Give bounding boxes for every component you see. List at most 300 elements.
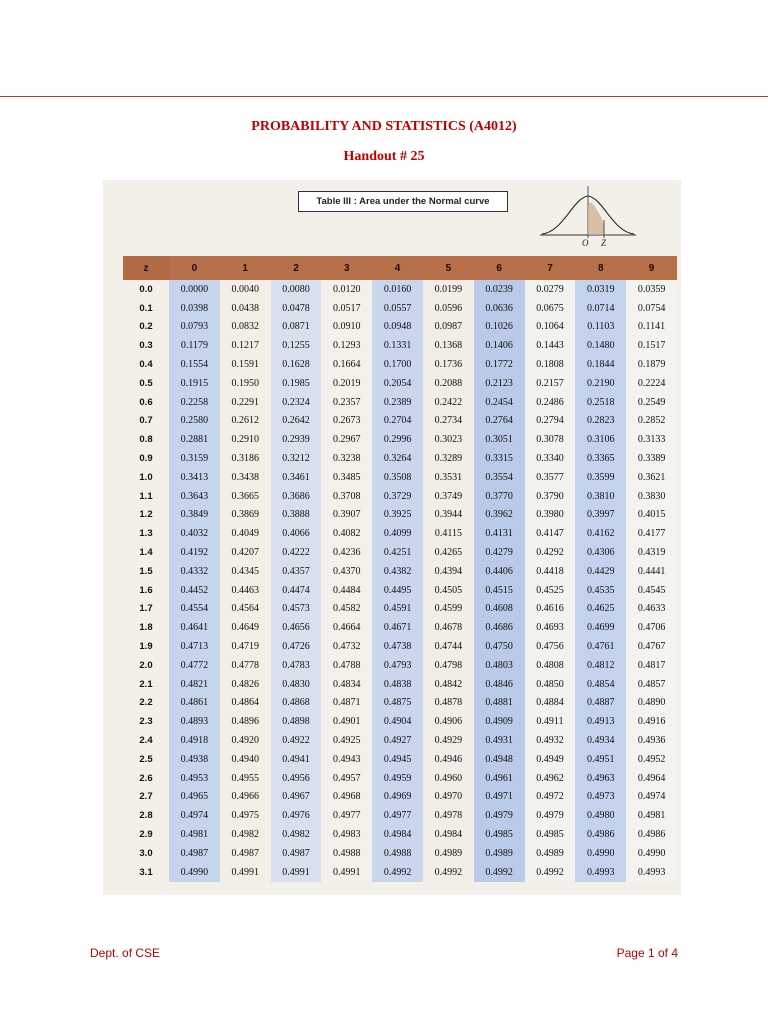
area-value-cell: 0.0832 bbox=[220, 318, 271, 337]
area-value-cell: 0.2967 bbox=[321, 430, 372, 449]
area-value-cell: 0.1950 bbox=[220, 374, 271, 393]
area-value-cell: 0.4783 bbox=[271, 656, 322, 675]
area-value-cell: 0.3485 bbox=[321, 468, 372, 487]
area-value-cell: 0.4306 bbox=[575, 543, 626, 562]
area-value-cell: 0.0000 bbox=[169, 280, 220, 299]
area-value-cell: 0.2486 bbox=[525, 393, 576, 412]
z-value-cell: 0.4 bbox=[123, 355, 169, 374]
z-value-cell: 1.5 bbox=[123, 562, 169, 581]
area-value-cell: 0.2580 bbox=[169, 412, 220, 431]
area-value-cell: 0.3389 bbox=[626, 449, 677, 468]
area-value-cell: 0.4904 bbox=[372, 712, 423, 731]
z-value-cell: 0.0 bbox=[123, 280, 169, 299]
header-rule bbox=[0, 96, 768, 97]
area-value-cell: 0.4761 bbox=[575, 637, 626, 656]
area-value-cell: 0.4545 bbox=[626, 581, 677, 600]
area-value-cell: 0.4983 bbox=[321, 825, 372, 844]
area-value-cell: 0.4177 bbox=[626, 524, 677, 543]
table-row bbox=[123, 731, 677, 750]
z-value-cell: 0.2 bbox=[123, 318, 169, 337]
area-value-cell: 0.4990 bbox=[626, 844, 677, 863]
area-value-cell: 0.3531 bbox=[423, 468, 474, 487]
area-value-cell: 0.3944 bbox=[423, 506, 474, 525]
area-value-cell: 0.3729 bbox=[372, 487, 423, 506]
area-value-cell: 0.4875 bbox=[372, 694, 423, 713]
area-value-cell: 0.4370 bbox=[321, 562, 372, 581]
area-value-cell: 0.4515 bbox=[474, 581, 525, 600]
z-value-cell: 1.7 bbox=[123, 600, 169, 619]
area-value-cell: 0.1700 bbox=[372, 355, 423, 374]
area-value-cell: 0.4418 bbox=[525, 562, 576, 581]
area-value-cell: 0.4641 bbox=[169, 618, 220, 637]
area-value-cell: 0.4987 bbox=[271, 844, 322, 863]
z-value-cell: 2.9 bbox=[123, 825, 169, 844]
area-value-cell: 0.3508 bbox=[372, 468, 423, 487]
area-value-cell: 0.3577 bbox=[525, 468, 576, 487]
z-value-cell: 2.4 bbox=[123, 731, 169, 750]
area-value-cell: 0.2642 bbox=[271, 412, 322, 431]
area-value-cell: 0.4463 bbox=[220, 581, 271, 600]
area-value-cell: 0.4066 bbox=[271, 524, 322, 543]
area-value-cell: 0.0675 bbox=[525, 299, 576, 318]
area-value-cell: 0.1217 bbox=[220, 336, 271, 355]
area-value-cell: 0.2881 bbox=[169, 430, 220, 449]
area-value-cell: 0.1844 bbox=[575, 355, 626, 374]
table-body bbox=[123, 280, 677, 882]
area-value-cell: 0.4332 bbox=[169, 562, 220, 581]
area-value-cell: 0.3869 bbox=[220, 506, 271, 525]
area-value-cell: 0.4949 bbox=[525, 750, 576, 769]
area-value-cell: 0.4966 bbox=[220, 788, 271, 807]
area-value-cell: 0.4265 bbox=[423, 543, 474, 562]
table-row bbox=[123, 618, 677, 637]
area-value-cell: 0.4991 bbox=[321, 863, 372, 882]
column-header: 6 bbox=[474, 256, 525, 280]
z-value-cell: 1.9 bbox=[123, 637, 169, 656]
area-value-cell: 0.3413 bbox=[169, 468, 220, 487]
area-value-cell: 0.3925 bbox=[372, 506, 423, 525]
area-value-cell: 0.4686 bbox=[474, 618, 525, 637]
area-value-cell: 0.3133 bbox=[626, 430, 677, 449]
area-value-cell: 0.3665 bbox=[220, 487, 271, 506]
z-value-cell: 0.8 bbox=[123, 430, 169, 449]
area-value-cell: 0.4429 bbox=[575, 562, 626, 581]
area-value-cell: 0.0754 bbox=[626, 299, 677, 318]
table-row bbox=[123, 412, 677, 431]
table-row bbox=[123, 675, 677, 694]
z-value-cell: 0.7 bbox=[123, 412, 169, 431]
area-value-cell: 0.2291 bbox=[220, 393, 271, 412]
area-value-cell: 0.4115 bbox=[423, 524, 474, 543]
area-value-cell: 0.4941 bbox=[271, 750, 322, 769]
area-value-cell: 0.4956 bbox=[271, 769, 322, 788]
area-value-cell: 0.4032 bbox=[169, 524, 220, 543]
area-value-cell: 0.1141 bbox=[626, 318, 677, 337]
z-value-cell: 2.0 bbox=[123, 656, 169, 675]
area-value-cell: 0.4990 bbox=[169, 863, 220, 882]
area-value-cell: 0.2704 bbox=[372, 412, 423, 431]
area-value-cell: 0.2088 bbox=[423, 374, 474, 393]
area-value-cell: 0.2357 bbox=[321, 393, 372, 412]
area-value-cell: 0.0160 bbox=[372, 280, 423, 299]
area-value-cell: 0.4992 bbox=[423, 863, 474, 882]
area-value-cell: 0.4664 bbox=[321, 618, 372, 637]
area-value-cell: 0.4357 bbox=[271, 562, 322, 581]
area-value-cell: 0.4699 bbox=[575, 618, 626, 637]
area-value-cell: 0.4959 bbox=[372, 769, 423, 788]
area-value-cell: 0.4961 bbox=[474, 769, 525, 788]
area-value-cell: 0.4099 bbox=[372, 524, 423, 543]
area-value-cell: 0.2190 bbox=[575, 374, 626, 393]
column-header: 7 bbox=[525, 256, 576, 280]
table-row bbox=[123, 468, 677, 487]
table-row bbox=[123, 806, 677, 825]
area-value-cell: 0.4706 bbox=[626, 618, 677, 637]
area-value-cell: 0.4890 bbox=[626, 694, 677, 713]
area-value-cell: 0.4992 bbox=[372, 863, 423, 882]
area-value-cell: 0.0398 bbox=[169, 299, 220, 318]
area-value-cell: 0.0557 bbox=[372, 299, 423, 318]
table-row bbox=[123, 430, 677, 449]
area-value-cell: 0.3238 bbox=[321, 449, 372, 468]
area-value-cell: 0.2123 bbox=[474, 374, 525, 393]
area-value-cell: 0.0478 bbox=[271, 299, 322, 318]
area-value-cell: 0.2324 bbox=[271, 393, 322, 412]
area-value-cell: 0.1517 bbox=[626, 336, 677, 355]
area-value-cell: 0.3888 bbox=[271, 506, 322, 525]
area-value-cell: 0.1591 bbox=[220, 355, 271, 374]
area-value-cell: 0.4929 bbox=[423, 731, 474, 750]
normal-table-photo bbox=[103, 180, 681, 895]
area-value-cell: 0.3340 bbox=[525, 449, 576, 468]
table-row bbox=[123, 863, 677, 882]
area-value-cell: 0.3849 bbox=[169, 506, 220, 525]
table-row bbox=[123, 393, 677, 412]
area-value-cell: 0.4554 bbox=[169, 600, 220, 619]
area-value-cell: 0.4394 bbox=[423, 562, 474, 581]
z-value-cell: 0.9 bbox=[123, 449, 169, 468]
table-header-row bbox=[123, 256, 677, 280]
area-value-cell: 0.4993 bbox=[626, 863, 677, 882]
area-value-cell: 0.4535 bbox=[575, 581, 626, 600]
area-value-cell: 0.4803 bbox=[474, 656, 525, 675]
table-row bbox=[123, 506, 677, 525]
area-value-cell: 0.4382 bbox=[372, 562, 423, 581]
area-value-cell: 0.1664 bbox=[321, 355, 372, 374]
area-value-cell: 0.4970 bbox=[423, 788, 474, 807]
table-row bbox=[123, 336, 677, 355]
area-value-cell: 0.4633 bbox=[626, 600, 677, 619]
area-value-cell: 0.4884 bbox=[525, 694, 576, 713]
area-value-cell: 0.0714 bbox=[575, 299, 626, 318]
area-value-cell: 0.1480 bbox=[575, 336, 626, 355]
area-value-cell: 0.4726 bbox=[271, 637, 322, 656]
area-value-cell: 0.4732 bbox=[321, 637, 372, 656]
area-value-cell: 0.4564 bbox=[220, 600, 271, 619]
area-value-cell: 0.3621 bbox=[626, 468, 677, 487]
table-row bbox=[123, 524, 677, 543]
area-value-cell: 0.4987 bbox=[220, 844, 271, 863]
area-value-cell: 0.2794 bbox=[525, 412, 576, 431]
column-header: 9 bbox=[626, 256, 677, 280]
area-value-cell: 0.4909 bbox=[474, 712, 525, 731]
area-value-cell: 0.3790 bbox=[525, 487, 576, 506]
area-value-cell: 0.3830 bbox=[626, 487, 677, 506]
area-value-cell: 0.2157 bbox=[525, 374, 576, 393]
z-value-cell: 3.1 bbox=[123, 863, 169, 882]
table-row bbox=[123, 280, 677, 299]
curve-label-origin: O bbox=[582, 238, 589, 248]
area-value-cell: 0.0438 bbox=[220, 299, 271, 318]
z-value-cell: 1.6 bbox=[123, 581, 169, 600]
area-value-cell: 0.4830 bbox=[271, 675, 322, 694]
table-row bbox=[123, 600, 677, 619]
table-caption: Table III : Area under the Normal curve bbox=[298, 191, 508, 212]
area-value-cell: 0.1103 bbox=[575, 318, 626, 337]
area-value-cell: 0.4972 bbox=[525, 788, 576, 807]
area-value-cell: 0.1064 bbox=[525, 318, 576, 337]
area-value-cell: 0.4082 bbox=[321, 524, 372, 543]
area-value-cell: 0.4987 bbox=[169, 844, 220, 863]
area-value-cell: 0.4591 bbox=[372, 600, 423, 619]
area-value-cell: 0.3264 bbox=[372, 449, 423, 468]
area-value-cell: 0.4671 bbox=[372, 618, 423, 637]
area-value-cell: 0.4952 bbox=[626, 750, 677, 769]
table-row bbox=[123, 449, 677, 468]
area-value-cell: 0.4015 bbox=[626, 506, 677, 525]
area-value-cell: 0.3159 bbox=[169, 449, 220, 468]
normal-curve-icon bbox=[538, 180, 638, 250]
area-value-cell: 0.4977 bbox=[321, 806, 372, 825]
area-value-cell: 0.4808 bbox=[525, 656, 576, 675]
area-value-cell: 0.4649 bbox=[220, 618, 271, 637]
area-value-cell: 0.0239 bbox=[474, 280, 525, 299]
z-value-cell: 0.5 bbox=[123, 374, 169, 393]
area-value-cell: 0.3365 bbox=[575, 449, 626, 468]
column-header: 3 bbox=[321, 256, 372, 280]
area-value-cell: 0.4834 bbox=[321, 675, 372, 694]
area-value-cell: 0.4916 bbox=[626, 712, 677, 731]
area-value-cell: 0.4927 bbox=[372, 731, 423, 750]
area-value-cell: 0.4744 bbox=[423, 637, 474, 656]
area-value-cell: 0.4292 bbox=[525, 543, 576, 562]
area-value-cell: 0.1628 bbox=[271, 355, 322, 374]
z-value-cell: 2.1 bbox=[123, 675, 169, 694]
z-value-cell: 1.8 bbox=[123, 618, 169, 637]
area-value-cell: 0.3686 bbox=[271, 487, 322, 506]
area-value-cell: 0.2389 bbox=[372, 393, 423, 412]
area-value-cell: 0.4192 bbox=[169, 543, 220, 562]
area-value-cell: 0.4990 bbox=[575, 844, 626, 863]
area-value-cell: 0.1554 bbox=[169, 355, 220, 374]
area-value-cell: 0.2764 bbox=[474, 412, 525, 431]
area-value-cell: 0.4988 bbox=[372, 844, 423, 863]
area-value-cell: 0.4943 bbox=[321, 750, 372, 769]
area-value-cell: 0.0120 bbox=[321, 280, 372, 299]
area-value-cell: 0.2734 bbox=[423, 412, 474, 431]
area-value-cell: 0.4984 bbox=[423, 825, 474, 844]
table-row bbox=[123, 374, 677, 393]
area-value-cell: 0.1808 bbox=[525, 355, 576, 374]
area-value-cell: 0.2422 bbox=[423, 393, 474, 412]
table-row bbox=[123, 769, 677, 788]
z-value-cell: 2.6 bbox=[123, 769, 169, 788]
column-header: 4 bbox=[372, 256, 423, 280]
z-table bbox=[123, 256, 677, 882]
area-value-cell: 0.3023 bbox=[423, 430, 474, 449]
z-value-cell: 1.4 bbox=[123, 543, 169, 562]
area-value-cell: 0.4821 bbox=[169, 675, 220, 694]
area-value-cell: 0.3438 bbox=[220, 468, 271, 487]
area-value-cell: 0.4812 bbox=[575, 656, 626, 675]
area-value-cell: 0.4131 bbox=[474, 524, 525, 543]
table-row bbox=[123, 562, 677, 581]
area-value-cell: 0.4988 bbox=[321, 844, 372, 863]
area-value-cell: 0.3643 bbox=[169, 487, 220, 506]
area-value-cell: 0.4955 bbox=[220, 769, 271, 788]
z-value-cell: 1.1 bbox=[123, 487, 169, 506]
area-value-cell: 0.4788 bbox=[321, 656, 372, 675]
area-value-cell: 0.4960 bbox=[423, 769, 474, 788]
area-value-cell: 0.4913 bbox=[575, 712, 626, 731]
area-value-cell: 0.4599 bbox=[423, 600, 474, 619]
area-value-cell: 0.4975 bbox=[220, 806, 271, 825]
area-value-cell: 0.4993 bbox=[575, 863, 626, 882]
area-value-cell: 0.2258 bbox=[169, 393, 220, 412]
area-value-cell: 0.4898 bbox=[271, 712, 322, 731]
area-value-cell: 0.3980 bbox=[525, 506, 576, 525]
table-row bbox=[123, 487, 677, 506]
area-value-cell: 0.4162 bbox=[575, 524, 626, 543]
z-value-cell: 2.3 bbox=[123, 712, 169, 731]
area-value-cell: 0.4979 bbox=[525, 806, 576, 825]
document-title: PROBABILITY AND STATISTICS (A4012) bbox=[251, 119, 517, 134]
area-value-cell: 0.2852 bbox=[626, 412, 677, 431]
document-subtitle: Handout # 25 bbox=[343, 149, 425, 164]
area-value-cell: 0.1879 bbox=[626, 355, 677, 374]
area-value-cell: 0.4977 bbox=[372, 806, 423, 825]
area-value-cell: 0.2939 bbox=[271, 430, 322, 449]
area-value-cell: 0.2673 bbox=[321, 412, 372, 431]
area-value-cell: 0.4980 bbox=[575, 806, 626, 825]
z-value-cell: 0.3 bbox=[123, 336, 169, 355]
area-value-cell: 0.1331 bbox=[372, 336, 423, 355]
area-value-cell: 0.4974 bbox=[626, 788, 677, 807]
area-value-cell: 0.4991 bbox=[220, 863, 271, 882]
area-value-cell: 0.4868 bbox=[271, 694, 322, 713]
column-header: 2 bbox=[271, 256, 322, 280]
area-value-cell: 0.0040 bbox=[220, 280, 271, 299]
area-value-cell: 0.3708 bbox=[321, 487, 372, 506]
area-value-cell: 0.4946 bbox=[423, 750, 474, 769]
table-row bbox=[123, 637, 677, 656]
area-value-cell: 0.4861 bbox=[169, 694, 220, 713]
table-row bbox=[123, 694, 677, 713]
area-value-cell: 0.2549 bbox=[626, 393, 677, 412]
area-value-cell: 0.0871 bbox=[271, 318, 322, 337]
area-value-cell: 0.4484 bbox=[321, 581, 372, 600]
z-value-cell: 1.3 bbox=[123, 524, 169, 543]
area-value-cell: 0.4864 bbox=[220, 694, 271, 713]
area-value-cell: 0.4251 bbox=[372, 543, 423, 562]
area-value-cell: 0.0199 bbox=[423, 280, 474, 299]
area-value-cell: 0.4838 bbox=[372, 675, 423, 694]
area-value-cell: 0.0910 bbox=[321, 318, 372, 337]
z-value-cell: 2.2 bbox=[123, 694, 169, 713]
area-value-cell: 0.4713 bbox=[169, 637, 220, 656]
area-value-cell: 0.4962 bbox=[525, 769, 576, 788]
table-row bbox=[123, 543, 677, 562]
area-value-cell: 0.3212 bbox=[271, 449, 322, 468]
area-value-cell: 0.1443 bbox=[525, 336, 576, 355]
area-value-cell: 0.4968 bbox=[321, 788, 372, 807]
area-value-cell: 0.4989 bbox=[423, 844, 474, 863]
area-value-cell: 0.4625 bbox=[575, 600, 626, 619]
area-value-cell: 0.0596 bbox=[423, 299, 474, 318]
area-value-cell: 0.4495 bbox=[372, 581, 423, 600]
area-value-cell: 0.4953 bbox=[169, 769, 220, 788]
area-value-cell: 0.4957 bbox=[321, 769, 372, 788]
column-header: 5 bbox=[423, 256, 474, 280]
z-value-cell: 2.8 bbox=[123, 806, 169, 825]
area-value-cell: 0.4846 bbox=[474, 675, 525, 694]
area-value-cell: 0.3997 bbox=[575, 506, 626, 525]
area-value-cell: 0.0948 bbox=[372, 318, 423, 337]
area-value-cell: 0.4979 bbox=[474, 806, 525, 825]
area-value-cell: 0.1772 bbox=[474, 355, 525, 374]
area-value-cell: 0.4573 bbox=[271, 600, 322, 619]
area-value-cell: 0.0359 bbox=[626, 280, 677, 299]
area-value-cell: 0.4981 bbox=[626, 806, 677, 825]
area-value-cell: 0.1255 bbox=[271, 336, 322, 355]
area-value-cell: 0.4878 bbox=[423, 694, 474, 713]
column-header: 0 bbox=[169, 256, 220, 280]
area-value-cell: 0.4906 bbox=[423, 712, 474, 731]
area-value-cell: 0.3289 bbox=[423, 449, 474, 468]
area-value-cell: 0.0636 bbox=[474, 299, 525, 318]
area-value-cell: 0.4850 bbox=[525, 675, 576, 694]
area-value-cell: 0.4945 bbox=[372, 750, 423, 769]
area-value-cell: 0.4965 bbox=[169, 788, 220, 807]
table-row bbox=[123, 844, 677, 863]
area-value-cell: 0.4738 bbox=[372, 637, 423, 656]
area-value-cell: 0.4986 bbox=[575, 825, 626, 844]
area-value-cell: 0.4616 bbox=[525, 600, 576, 619]
area-value-cell: 0.4319 bbox=[626, 543, 677, 562]
area-value-cell: 0.4982 bbox=[220, 825, 271, 844]
area-value-cell: 0.4842 bbox=[423, 675, 474, 694]
footer-department: Dept. of CSE bbox=[90, 946, 161, 960]
area-value-cell: 0.4985 bbox=[525, 825, 576, 844]
area-value-cell: 0.4971 bbox=[474, 788, 525, 807]
column-header: 8 bbox=[575, 256, 626, 280]
table-row bbox=[123, 581, 677, 600]
area-value-cell: 0.4893 bbox=[169, 712, 220, 731]
table-row bbox=[123, 712, 677, 731]
area-value-cell: 0.4948 bbox=[474, 750, 525, 769]
area-value-cell: 0.3749 bbox=[423, 487, 474, 506]
table-row bbox=[123, 318, 677, 337]
area-value-cell: 0.4911 bbox=[525, 712, 576, 731]
area-value-cell: 0.4989 bbox=[474, 844, 525, 863]
area-value-cell: 0.4932 bbox=[525, 731, 576, 750]
table-row bbox=[123, 299, 677, 318]
area-value-cell: 0.4505 bbox=[423, 581, 474, 600]
table-row bbox=[123, 788, 677, 807]
area-value-cell: 0.0987 bbox=[423, 318, 474, 337]
area-value-cell: 0.1985 bbox=[271, 374, 322, 393]
area-value-cell: 0.4826 bbox=[220, 675, 271, 694]
